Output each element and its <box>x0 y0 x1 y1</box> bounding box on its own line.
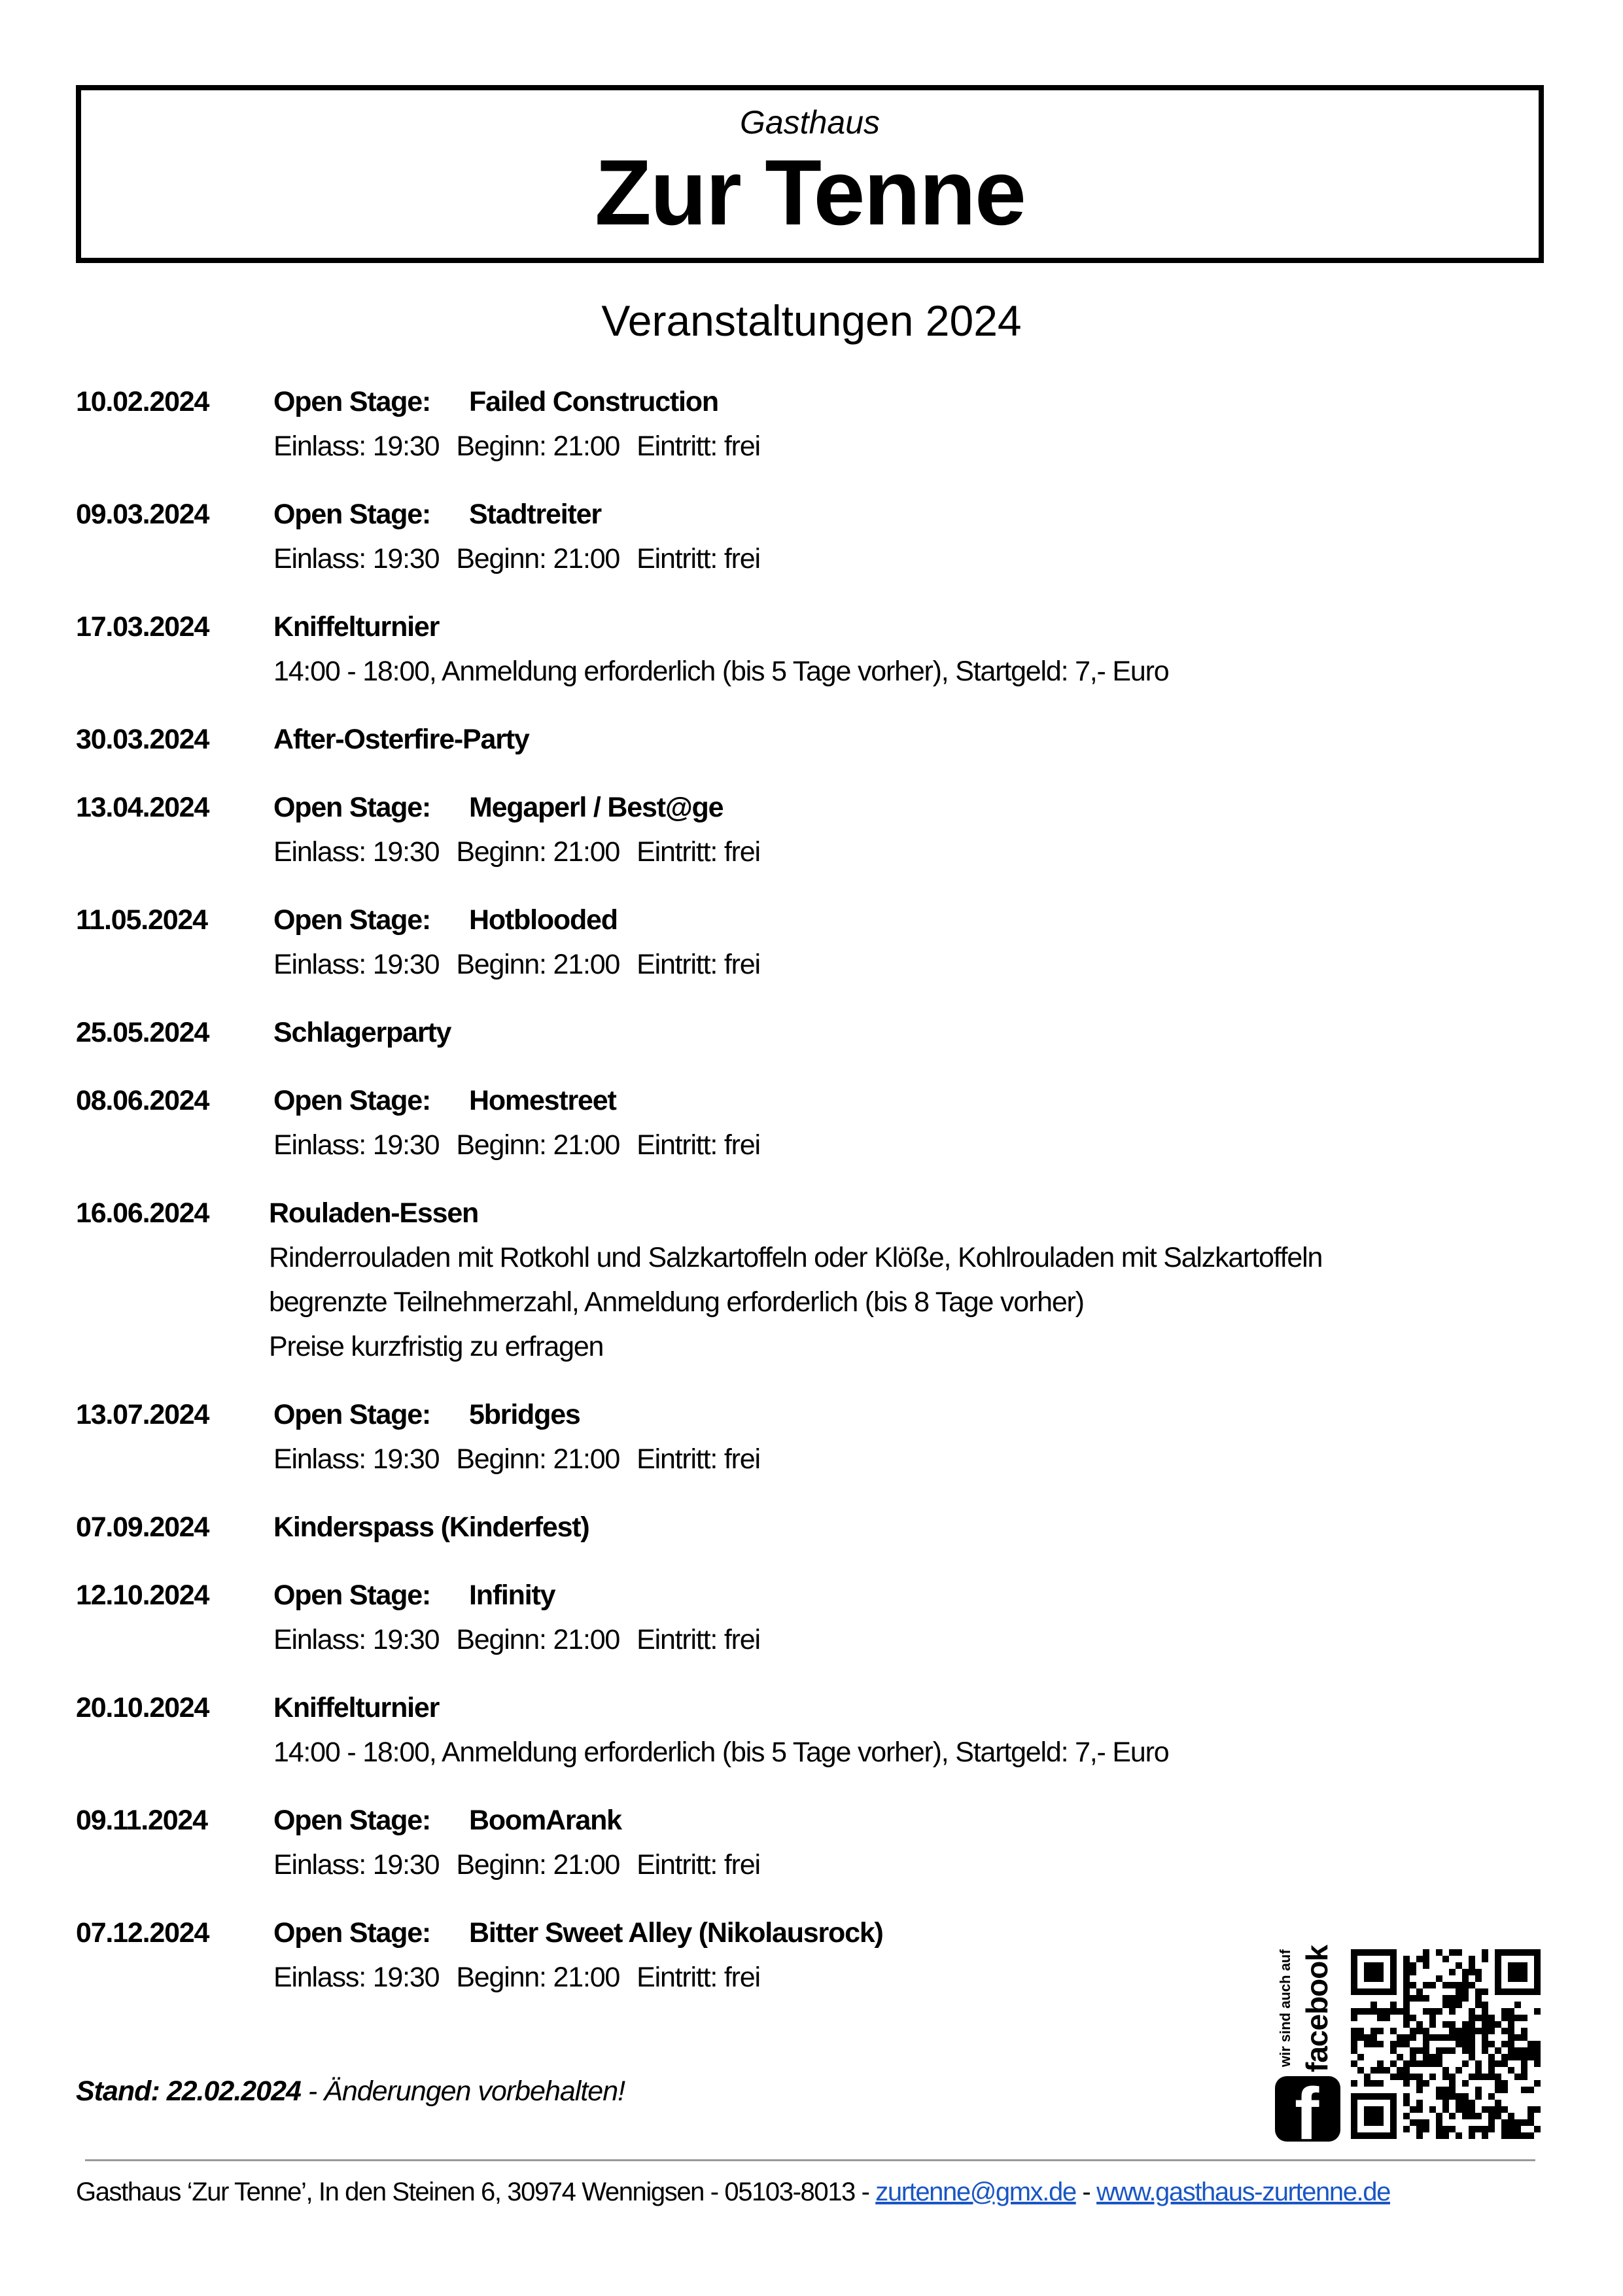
event-detail-line <box>76 1235 1548 1280</box>
event-eintritt: Eintritt: frei <box>637 1962 760 1993</box>
event-headline <box>76 898 1548 942</box>
event-headline <box>76 1078 1548 1123</box>
event-headline <box>76 785 1548 830</box>
event-eintritt: Eintritt: frei <box>637 1849 760 1881</box>
event-date: 30.03.2024 <box>76 724 209 755</box>
event-einlass: Einlass: 19:30 <box>273 431 440 462</box>
event-eintritt: Eintritt: frei <box>637 431 760 462</box>
event-times <box>76 830 1548 874</box>
event-label: Open Stage: <box>273 1805 431 1836</box>
facebook-icon[interactable]: f <box>1275 2076 1340 2142</box>
event-beginn: Beginn: 21:00 <box>456 1129 620 1161</box>
event-headline <box>76 380 1548 424</box>
event-einlass: Einlass: 19:30 <box>273 1849 440 1881</box>
event-eintritt: Eintritt: frei <box>637 1443 760 1475</box>
event-date: 20.10.2024 <box>76 1692 209 1723</box>
event-beginn: Beginn: 21:00 <box>456 543 620 574</box>
footer-address: Gasthaus ‘Zur Tenne’, In den Steinen 6, 30974 Wennigsen - 05103-8013 - <box>76 2178 876 2206</box>
event-einlass: Einlass: 19:30 <box>273 543 440 574</box>
event-beginn: Beginn: 21:00 <box>456 836 620 868</box>
event-title: Rouladen-Essen <box>269 1197 479 1229</box>
event-detail-line <box>76 1324 1548 1369</box>
event-list <box>76 380 1548 2023</box>
event-headline <box>76 605 1548 649</box>
event-detail: 14:00 - 18:00, Anmeldung erforderlich (bis 5 Tage vorher), Startgeld: 7,- Euro <box>273 656 1169 687</box>
event-beginn: Beginn: 21:00 <box>456 1624 620 1655</box>
event-einlass: Einlass: 19:30 <box>273 1962 440 1993</box>
event-date: 08.06.2024 <box>76 1085 209 1116</box>
event-label: Open Stage: <box>273 904 431 936</box>
event-date: 17.03.2024 <box>76 611 209 643</box>
event-einlass: Einlass: 19:30 <box>273 1624 440 1655</box>
qr-code-icon[interactable] <box>1351 1949 1541 2139</box>
stand-note <box>76 2075 625 2108</box>
event-title: After-Osterfire-Party <box>273 724 529 755</box>
event-beginn: Beginn: 21:00 <box>456 431 620 462</box>
event-item <box>76 1798 1548 1887</box>
event-title: Failed Construction <box>469 386 718 417</box>
event-title: Schlagerparty <box>273 1017 451 1048</box>
event-label: Open Stage: <box>273 386 431 417</box>
event-label: Open Stage: <box>273 1399 431 1430</box>
event-title: Kniffelturnier <box>273 611 440 643</box>
event-headline <box>76 1010 1548 1055</box>
event-einlass: Einlass: 19:30 <box>273 836 440 868</box>
event-times <box>76 424 1548 468</box>
event-date: 11.05.2024 <box>76 904 207 936</box>
event-label: Open Stage: <box>273 1580 431 1611</box>
event-date: 10.02.2024 <box>76 386 209 417</box>
event-title: Kinderspass (Kinderfest) <box>273 1511 589 1543</box>
event-times <box>76 1617 1548 1662</box>
event-title: Bitter Sweet Alley (Nikolausrock) <box>469 1917 883 1949</box>
event-label: Open Stage: <box>273 1085 431 1116</box>
event-detail: 14:00 - 18:00, Anmeldung erforderlich (bis 5 Tage vorher), Startgeld: 7,- Euro <box>273 1737 1169 1768</box>
event-item <box>76 1505 1548 1549</box>
event-headline <box>76 1798 1548 1843</box>
website-link[interactable]: www.gasthaus-zurtenne.de <box>1096 2178 1390 2206</box>
event-beginn: Beginn: 21:00 <box>456 1962 620 1993</box>
event-date: 16.06.2024 <box>76 1197 209 1229</box>
event-beginn: Beginn: 21:00 <box>456 1443 620 1475</box>
facebook-wordmark: facebook <box>1300 1945 1334 2072</box>
event-date: 13.07.2024 <box>76 1399 209 1430</box>
header-box <box>76 85 1544 263</box>
event-item <box>76 492 1548 581</box>
event-headline <box>76 717 1548 762</box>
event-item <box>76 1010 1548 1055</box>
event-title: 5bridges <box>469 1399 580 1430</box>
event-times <box>76 1437 1548 1481</box>
event-eintritt: Eintritt: frei <box>637 1129 760 1161</box>
stand-date: Stand: 22.02.2024 <box>76 2075 301 2107</box>
event-date: 12.10.2024 <box>76 1580 209 1611</box>
event-einlass: Einlass: 19:30 <box>273 1443 440 1475</box>
event-title: Megaperl / Best@ge <box>469 792 724 823</box>
event-headline <box>76 492 1548 537</box>
event-times <box>76 537 1548 581</box>
event-item <box>76 380 1548 468</box>
event-item <box>76 717 1548 762</box>
event-date: 13.04.2024 <box>76 792 209 823</box>
event-label: Open Stage: <box>273 792 431 823</box>
event-detail-line <box>76 649 1548 694</box>
event-item <box>76 898 1548 987</box>
event-item <box>76 1078 1548 1167</box>
footer <box>76 2178 1580 2207</box>
event-title: Homestreet <box>469 1085 616 1116</box>
event-title: Hotblooded <box>469 904 618 936</box>
facebook-small-text: wir sind auch auf <box>1277 1949 1293 2067</box>
event-eintritt: Eintritt: frei <box>637 836 760 868</box>
event-detail: begrenzte Teilnehmerzahl, Anmeldung erforderlich (bis 8 Tage vorher) <box>269 1286 1084 1318</box>
event-einlass: Einlass: 19:30 <box>273 949 440 980</box>
event-date: 09.11.2024 <box>76 1805 207 1836</box>
event-date: 09.03.2024 <box>76 499 209 530</box>
event-headline <box>76 1505 1548 1549</box>
facebook-block <box>1272 1945 1547 2145</box>
event-title: Infinity <box>469 1580 555 1611</box>
event-date: 25.05.2024 <box>76 1017 209 1048</box>
event-item <box>76 1573 1548 1662</box>
event-detail-line <box>76 1280 1548 1324</box>
event-item <box>76 1686 1548 1775</box>
event-beginn: Beginn: 21:00 <box>456 1849 620 1881</box>
event-title: Stadtreiter <box>469 499 601 530</box>
event-headline <box>76 1573 1548 1617</box>
stand-disclaimer: - Änderungen vorbehalten! <box>300 2075 625 2107</box>
event-detail: Rinderrouladen mit Rotkohl und Salzkartoffeln oder Klöße, Kohlrouladen mit Salzkartoffeln <box>269 1242 1323 1273</box>
event-headline <box>76 1392 1548 1437</box>
event-times <box>76 1843 1548 1887</box>
event-detail: Preise kurzfristig zu erfragen <box>269 1331 604 1362</box>
email-link[interactable]: zurtenne@gmx.de <box>875 2178 1076 2206</box>
event-item <box>76 1392 1548 1481</box>
event-item <box>76 605 1548 694</box>
event-detail-line <box>76 1730 1548 1775</box>
event-item <box>76 1191 1548 1369</box>
event-label: Open Stage: <box>273 1917 431 1949</box>
header-pretitle: Gasthaus <box>739 104 880 141</box>
event-item <box>76 785 1548 874</box>
event-times <box>76 942 1548 987</box>
event-times <box>76 1123 1548 1167</box>
event-title: Kniffelturnier <box>273 1692 440 1723</box>
page-subtitle: Veranstaltungen 2024 <box>601 296 1022 345</box>
event-headline <box>76 1686 1548 1730</box>
event-date: 07.12.2024 <box>76 1917 209 1949</box>
header-title: Zur Tenne <box>595 141 1025 245</box>
event-einlass: Einlass: 19:30 <box>273 1129 440 1161</box>
event-eintritt: Eintritt: frei <box>637 543 760 574</box>
event-label: Open Stage: <box>273 499 431 530</box>
event-headline <box>76 1191 1548 1235</box>
event-eintritt: Eintritt: frei <box>637 1624 760 1655</box>
footer-separator: - <box>1075 2178 1097 2206</box>
event-beginn: Beginn: 21:00 <box>456 949 620 980</box>
footer-divider <box>85 2159 1535 2161</box>
event-date: 07.09.2024 <box>76 1511 209 1543</box>
event-eintritt: Eintritt: frei <box>637 949 760 980</box>
event-title: BoomArank <box>469 1805 621 1836</box>
